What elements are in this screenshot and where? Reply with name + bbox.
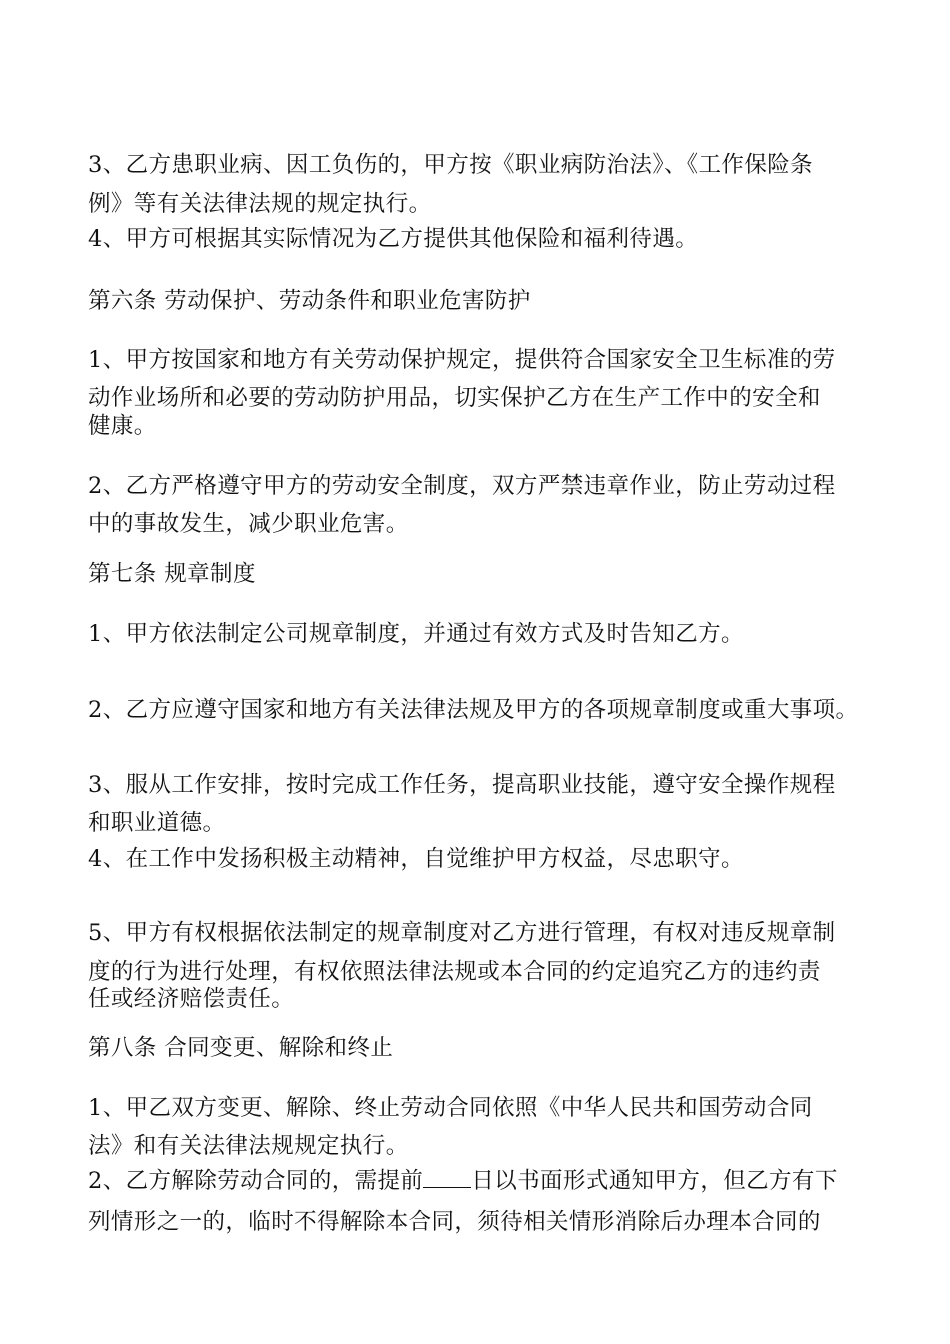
paragraph-line: 健康。 bbox=[88, 413, 157, 439]
notice-days-blank bbox=[423, 1167, 471, 1188]
notice-text-after: 日以书面形式通知甲方，但乙方有下 bbox=[471, 1168, 838, 1194]
paragraph-line: 动作业场所和必要的劳动防护用品，切实保护乙方在生产工作中的安全和 bbox=[88, 385, 821, 411]
section-heading: 第八条 合同变更、解除和终止 bbox=[88, 1035, 394, 1061]
paragraph-line: 和职业道德。 bbox=[88, 810, 226, 836]
paragraph-line: 2、乙方应遵守国家和地方有关法律法规及甲方的各项规章制度或重大事项。 bbox=[88, 697, 859, 723]
paragraph-line: 1、甲乙双方变更、解除、终止劳动合同依照《中华人民共和国劳动合同 bbox=[88, 1095, 813, 1121]
paragraph-line: 4、甲方可根据其实际情况为乙方提供其他保险和福利待遇。 bbox=[88, 226, 699, 252]
paragraph-line: 度的行为进行处理，有权依照法律法规或本合同的约定追究乙方的违约责 bbox=[88, 959, 821, 985]
paragraph-line: 1、甲方依法制定公司规章制度，并通过有效方式及时告知乙方。 bbox=[88, 621, 744, 647]
notice-period-line bbox=[88, 1166, 838, 1196]
paragraph-line: 列情形之一的，临时不得解除本合同，须待相关情形消除后办理本合同的 bbox=[88, 1209, 821, 1235]
section-heading: 第六条 劳动保护、劳动条件和职业危害防护 bbox=[88, 288, 531, 314]
paragraph-line: 法》和有关法律法规规定执行。 bbox=[88, 1133, 409, 1159]
paragraph-line: 5、甲方有权根据依法制定的规章制度对乙方进行管理，有权对违反规章制 bbox=[88, 920, 836, 946]
paragraph-line: 4、在工作中发扬积极主动精神，自觉维护甲方权益，尽忠职守。 bbox=[88, 846, 744, 872]
paragraph-line: 2、乙方严格遵守甲方的劳动安全制度，双方严禁违章作业，防止劳动过程 bbox=[88, 473, 836, 499]
paragraph-line: 任或经济赔偿责任。 bbox=[88, 986, 295, 1012]
paragraph-line: 例》等有关法律法规的规定执行。 bbox=[88, 191, 432, 217]
paragraph-line: 3、服从工作安排，按时完成工作任务，提高职业技能，遵守安全操作规程 bbox=[88, 772, 836, 798]
paragraph-line: 3、乙方患职业病、因工负伤的，甲方按《职业病防治法》、《工作保险条 bbox=[88, 152, 814, 178]
paragraph-line: 中的事故发生，减少职业危害。 bbox=[88, 511, 409, 537]
paragraph-line: 1、甲方按国家和地方有关劳动保护规定，提供符合国家安全卫生标准的劳 bbox=[88, 347, 836, 373]
section-heading: 第七条 规章制度 bbox=[88, 561, 256, 587]
notice-text-before: 2、乙方解除劳动合同的，需提前 bbox=[88, 1168, 424, 1194]
